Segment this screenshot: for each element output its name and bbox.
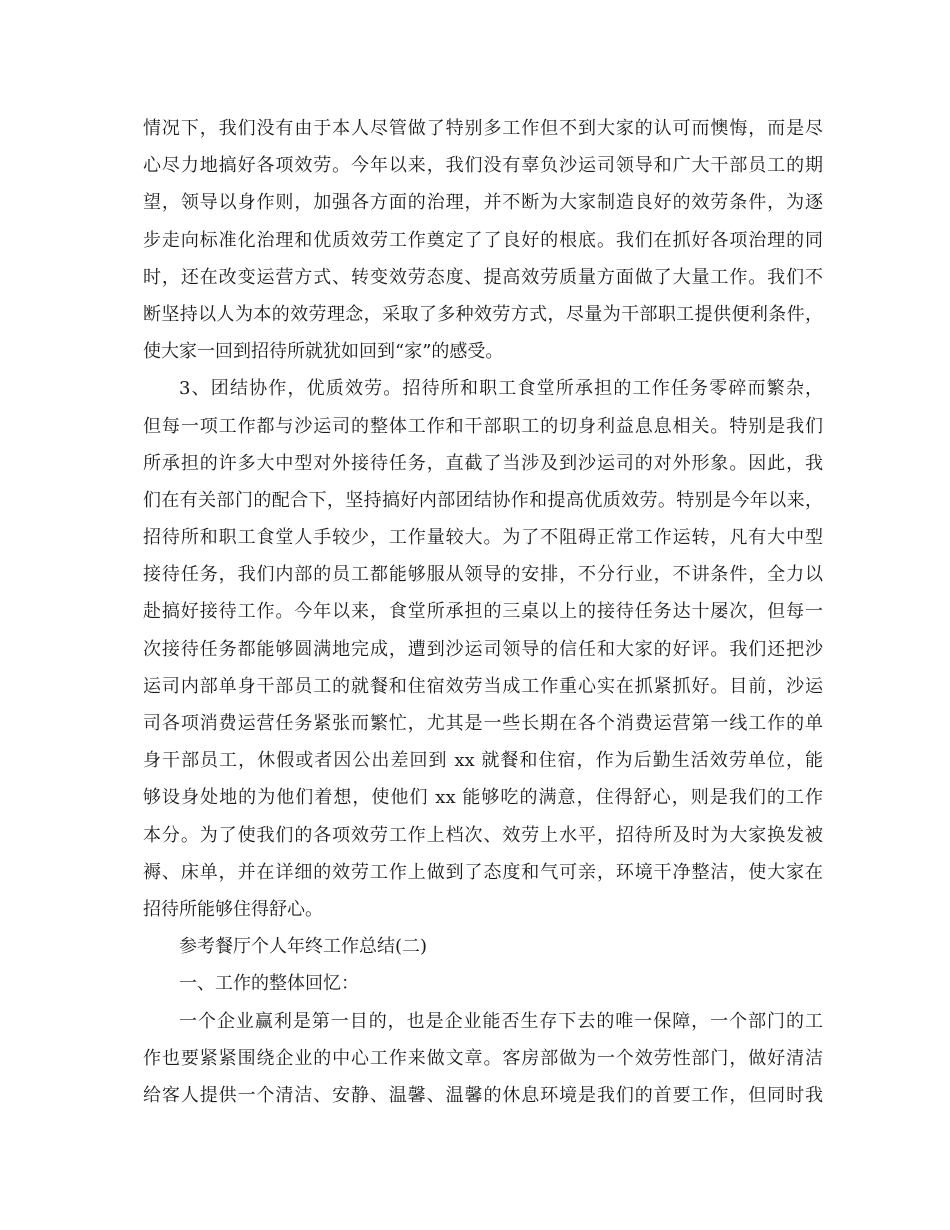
text-line: 运司内部单身干部员工的就餐和住宿效劳当成工作重心实在抓紧抓好。目前，沙运 <box>143 675 823 697</box>
text-line: 褥、床单，并在详细的效劳工作上做到了态度和气可亲，环境干净整洁，使大家在 <box>143 861 823 883</box>
text-line: 时，还在改变运营方式、转变效劳态度、提高效劳质量方面做了大量工作。我们不 <box>143 266 823 288</box>
text-line: 所承担的许多大中型对外接待任务，直截了当涉及到沙运司的对外形象。因此，我 <box>143 452 823 474</box>
text-line: 招待所和职工食堂人手较少，工作量较大。为了不阻碍正常工作运转，凡有大中型 <box>143 527 823 549</box>
text-line: 步走向标准化治理和优质效劳工作奠定了了良好的根底。我们在抓好各项治理的同 <box>143 229 823 251</box>
text-line: 使大家一回到招待所就犹如回到“家”的感受。 <box>143 341 504 363</box>
text-line: 心尽力地搞好各项效劳。今年以来，我们没有辜负沙运司领导和广大干部员工的期 <box>143 155 823 177</box>
text-line: 3、团结协作，优质效劳。招待所和职工食堂所承担的工作任务零碎而繁杂， <box>179 378 823 400</box>
text-line: 作也要紧紧围绕企业的中心工作来做文章。客房部做为一个效劳性部门，做好清洁 <box>143 1047 823 1069</box>
text-line: 参考餐厅个人年终工作总结(二) <box>179 936 428 958</box>
text-line: 但每一项工作都与沙运司的整体工作和干部职工的切身利益息息相关。特别是我们 <box>143 415 823 437</box>
text-line: 次接待任务都能够圆满地完成，遭到沙运司领导的信任和大家的好评。我们还把沙 <box>143 638 823 660</box>
text-line: 给客人提供一个清洁、安静、温馨、温馨的休息环境是我们的首要工作，但同时我 <box>143 1084 823 1106</box>
document-body <box>143 110 823 1114</box>
text-line: 司各项消费运营任务紧张而繁忙，尤其是一些长期在各个消费运营第一线工作的单 <box>143 713 823 734</box>
text-line: 赴搞好接待工作。今年以来，食堂所承担的三桌以上的接待任务达十屡次，但每一 <box>143 601 823 623</box>
text-line: 望，领导以身作则，加强各方面的治理，并不断为大家制造良好的效劳条件，为逐 <box>143 192 823 214</box>
text-line: 情况下，我们没有由于本人尽管做了特别多工作但不到大家的认可而懊悔，而是尽 <box>143 118 823 139</box>
text-line: 们在有关部门的配合下，坚持搞好内部团结协作和提高优质效劳。特别是今年以来， <box>143 489 823 511</box>
text-line: 一个企业赢利是第一目的，也是企业能否生存下去的唯一保障，一个部门的工 <box>179 1010 823 1032</box>
text-line: 一、工作的整体回忆： <box>179 973 359 995</box>
text-line: 身干部员工，休假或者因公出差回到 xx 就餐和住宿，作为后勤生活效劳单位，能 <box>143 750 823 772</box>
text-line: 招待所能够住得舒心。 <box>143 898 323 920</box>
text-line: 本分。为了使我们的各项效劳工作上档次、效劳上水平，招待所及时为大家换发被 <box>143 824 823 846</box>
text-line: 断坚持以人为本的效劳理念，采取了多种效劳方式，尽量为干部职工提供便利条件， <box>143 303 823 325</box>
text-line: 接待任务，我们内部的员工都能够服从领导的安排，不分行业，不讲条件，全力以 <box>143 564 823 586</box>
text-line: 够设身处地的为他们着想，使他们 xx 能够吃的满意，住得舒心，则是我们的工作 <box>143 787 823 809</box>
